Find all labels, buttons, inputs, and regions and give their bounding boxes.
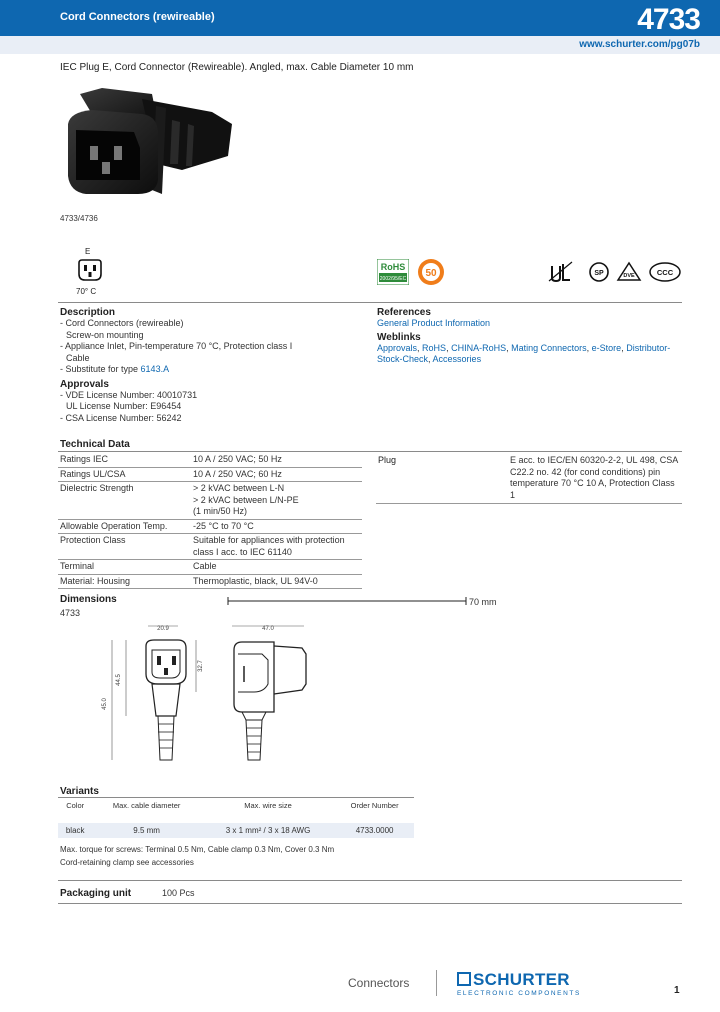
tech-key: Dielectric Strength [58, 482, 191, 520]
divider [58, 451, 682, 452]
tech-key: Allowable Operation Temp. [58, 519, 191, 534]
table-row [58, 560, 362, 575]
dim-label: 32.7 [198, 660, 204, 672]
product-image [62, 84, 252, 204]
description-item: Screw-on mounting [66, 329, 144, 340]
dim-label: 44.5 [116, 674, 122, 686]
weblink-e-store[interactable]: e-Store [591, 342, 622, 353]
tech-value: Suitable for appliances with protection class I acc. to IEC 61140 [191, 534, 362, 560]
fifty-text: 50 [425, 268, 437, 279]
vde-icon [618, 263, 640, 280]
tech-value: -25 °C to 70 °C [191, 519, 362, 534]
footer-section-label: Connectors [348, 976, 410, 990]
table-row [58, 453, 362, 467]
tech-key: Material: Housing [58, 574, 191, 589]
plug-row [376, 453, 682, 504]
approval-item: UL License Number: E96454 [66, 401, 182, 411]
scale-bar [224, 595, 474, 607]
table-row [58, 823, 414, 838]
tech-key: Protection Class [58, 534, 191, 560]
order-number-cell: 4733.0000 [355, 826, 394, 835]
schurter-logo: SCHURTER [457, 970, 570, 990]
description-item: Cable [66, 352, 90, 363]
tech-value: Thermoplastic, black, UL 94V-0 [191, 574, 362, 589]
iec-type-label: E [85, 247, 91, 256]
tech-value: 10 A / 250 VAC; 50 Hz [191, 453, 362, 467]
substitute-link[interactable]: 6143.A [140, 364, 170, 374]
csa-icon [590, 263, 608, 281]
description-item: - Cord Connectors (rewireable) [60, 318, 184, 328]
product-caption: 4733/4736 [60, 214, 98, 223]
table-row [58, 534, 362, 560]
weblink-accessories[interactable]: Accessories [432, 354, 482, 364]
description-section [60, 307, 360, 424]
certification-marks [548, 260, 684, 284]
general-info-link[interactable]: General Product Information [377, 318, 491, 328]
dim-label: 47.0 [262, 626, 274, 632]
logo-mark-icon [457, 972, 471, 986]
svg-text:CCC: CCC [656, 268, 674, 277]
references-heading: References [377, 307, 431, 318]
weblink-approvals[interactable]: Approvals [377, 342, 418, 353]
page-number: 1 [674, 985, 680, 996]
technical-table [58, 453, 362, 589]
description-item: - Substitute for type 6143.A [60, 364, 170, 374]
rohs-sub-text: 2002/95/EC [379, 276, 407, 282]
website-link[interactable]: www.schurter.com/pg07b [579, 39, 700, 50]
weblink-rohs[interactable]: RoHS [422, 342, 447, 353]
product-number: 4733 [637, 3, 700, 36]
references-section: References General Product Information Weblinks Approvals, RoHS, CHINA-RoHS, Mating Connectors, e-Store, Distributor-Stock-Check, Accessories [377, 307, 682, 366]
variants-note: Max. torque for screws: Terminal 0.5 Nm, Cable clamp 0.3 Nm, Cover 0.3 Nm [60, 845, 335, 854]
plug-value: E acc. to IEC/EN 60320-2-2, UL 498, CSA C22.2 no. 42 (for cond conditions) pin temperature 70 °C 10 A, Protection Class 1 [510, 455, 678, 500]
column-header: Max. wire size [244, 801, 292, 810]
svg-text:DVE: DVE [623, 273, 635, 279]
ccc-icon [650, 263, 680, 281]
pin-temperature: 70° C [76, 287, 97, 296]
rohs-text: RoHS [380, 262, 406, 272]
category-title: Cord Connectors (rewireable) [60, 11, 215, 23]
tech-value: > 2 kVAC between L-N > 2 kVAC between L/N-PE (1 min/50 Hz) [191, 482, 362, 520]
variants-table [58, 798, 414, 838]
variants-note: Cord-retaining clamp see accessories [60, 858, 194, 867]
divider [58, 302, 682, 303]
approval-item: - CSA License Number: 56242 [60, 412, 182, 423]
variants-heading: Variants [60, 786, 99, 797]
fifty-year-icon [416, 258, 446, 286]
header-bar [0, 0, 720, 36]
product-title: IEC Plug E, Cord Connector (Rewireable). Angled, max. Cable Diameter 10 mm [60, 62, 414, 73]
tech-value: Cable [191, 560, 362, 575]
column-header: Max. cable diameter [112, 801, 181, 810]
description-item: - Appliance Inlet, Pin-temperature 70 °C, Protection class I [60, 341, 293, 351]
column-header: Order Number [350, 801, 399, 810]
weblink-stock-check[interactable]: Distributor-Stock-Check [377, 342, 671, 364]
weblink-china-rohs[interactable]: CHINA-RoHS [451, 342, 507, 353]
front-view-drawing [100, 620, 220, 770]
tech-value: 10 A / 250 VAC; 60 Hz [191, 467, 362, 482]
rohs-icon [377, 259, 409, 285]
tech-key: Ratings IEC [58, 453, 191, 467]
tech-key: Ratings UL/CSA [58, 467, 191, 482]
approval-item: - VDE License Number: 40010731 [60, 389, 198, 400]
url-bar [0, 36, 720, 54]
dim-label: 45.0 [102, 698, 108, 710]
description-heading: Description [60, 307, 116, 318]
packaging-heading: Packaging unit [60, 888, 132, 899]
technical-heading: Technical Data [60, 439, 130, 450]
divider [58, 880, 682, 881]
dimensions-model: 4733 [60, 608, 81, 618]
divider [58, 903, 682, 904]
table-row [58, 482, 362, 520]
tech-key: Terminal [58, 560, 191, 575]
side-view-drawing [224, 620, 324, 770]
scale-label: 70 mm [469, 597, 497, 607]
svg-text:SP: SP [594, 270, 604, 277]
table-cell: 9.5 mm [133, 826, 160, 835]
table-row [58, 574, 362, 589]
table-cell: 3 x 1 mm² / 3 x 18 AWG [225, 826, 311, 835]
table-cell: black [65, 826, 85, 835]
plug-key: Plug [378, 455, 397, 465]
packaging-value: 100 Pcs [162, 888, 195, 898]
iec-e-plug-icon [76, 258, 104, 282]
dimensions-heading: Dimensions [60, 594, 117, 605]
footer-separator [436, 970, 437, 996]
weblinks-heading: Weblinks [377, 331, 421, 343]
table-row [58, 467, 362, 482]
logo-subtitle: ELECTRONIC COMPONENTS [457, 990, 581, 997]
dim-label: 20.9 [157, 626, 169, 632]
ul-icon [549, 262, 572, 281]
table-row [58, 519, 362, 534]
column-header: Color [66, 801, 85, 810]
table-header-row [58, 798, 414, 813]
weblink-mating-connectors[interactable]: Mating Connectors [511, 342, 587, 353]
approvals-heading: Approvals [60, 378, 109, 390]
